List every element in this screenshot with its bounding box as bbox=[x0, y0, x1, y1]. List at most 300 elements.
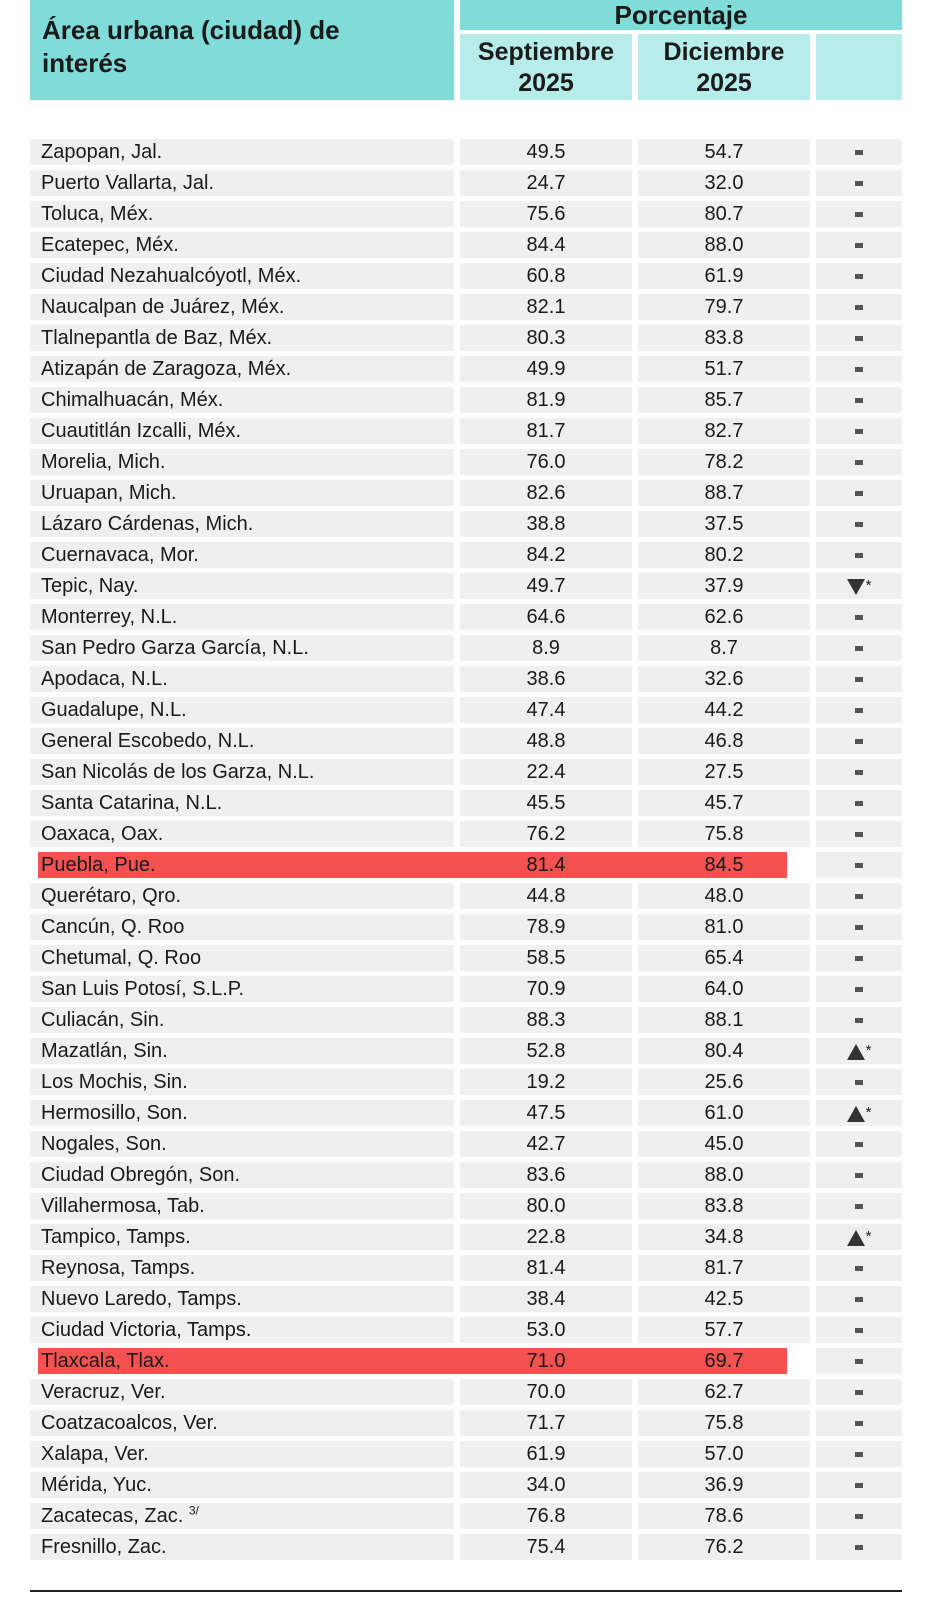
city-name: Chimalhuacán, Méx. bbox=[41, 389, 224, 411]
december-value: 79.7 bbox=[638, 294, 810, 320]
table-row bbox=[30, 974, 902, 1005]
percentage-header: Porcentaje bbox=[460, 0, 902, 30]
city-name-cell bbox=[30, 542, 454, 568]
no-change-dash-icon bbox=[855, 1545, 863, 1550]
city-name-cell bbox=[30, 1100, 454, 1126]
september-value: 71.0 bbox=[526, 1350, 566, 1372]
city-name-cell bbox=[30, 1069, 454, 1095]
table-row bbox=[30, 230, 902, 261]
city-name: Puerto Vallarta, Jal. bbox=[41, 172, 215, 194]
december-value: 48.0 bbox=[638, 883, 810, 909]
significance-cell bbox=[816, 480, 902, 506]
table-row bbox=[30, 478, 902, 509]
no-change-dash-icon bbox=[855, 1359, 863, 1364]
table-row bbox=[30, 199, 902, 230]
city-name-cell bbox=[30, 170, 454, 196]
significance-cell bbox=[816, 976, 902, 1002]
significance-cell bbox=[816, 1007, 902, 1033]
no-change-dash-icon bbox=[855, 1483, 863, 1488]
city-name-cell bbox=[30, 1224, 454, 1250]
city-name: Lázaro Cárdenas, Mich. bbox=[41, 513, 254, 535]
september-value: 38.4 bbox=[460, 1286, 632, 1312]
significance-cell bbox=[816, 542, 902, 568]
table-row bbox=[30, 168, 902, 199]
city-name-cell bbox=[30, 1007, 454, 1033]
area-header-line1: Área urbana (ciudad) de bbox=[42, 15, 340, 45]
september-value: 61.9 bbox=[460, 1441, 632, 1467]
no-change-dash-icon bbox=[855, 522, 863, 527]
no-change-dash-icon bbox=[855, 553, 863, 558]
no-change-dash-icon bbox=[855, 367, 863, 372]
city-name-cell bbox=[30, 1348, 454, 1374]
no-change-dash-icon bbox=[855, 708, 863, 713]
city-name: Tepic, Nay. bbox=[41, 575, 139, 597]
city-name-cell bbox=[30, 232, 454, 258]
no-change-dash-icon bbox=[855, 1080, 863, 1085]
table-row bbox=[30, 447, 902, 478]
significance-cell bbox=[816, 1038, 902, 1064]
december-column-header bbox=[638, 34, 810, 100]
city-name-cell bbox=[30, 1410, 454, 1436]
december-value: 88.0 bbox=[638, 232, 810, 258]
city-name-cell bbox=[30, 449, 454, 475]
table-row bbox=[30, 850, 902, 881]
city-name: Tampico, Tamps. bbox=[41, 1226, 191, 1248]
no-change-dash-icon bbox=[855, 1173, 863, 1178]
no-change-dash-icon bbox=[855, 987, 863, 992]
city-name: Cuautitlán Izcalli, Méx. bbox=[41, 420, 242, 442]
september-value: 81.4 bbox=[526, 854, 566, 876]
september-value: 78.9 bbox=[460, 914, 632, 940]
footnote-marker: 3/ bbox=[188, 1503, 199, 1518]
december-value: 78.2 bbox=[638, 449, 810, 475]
table-row bbox=[30, 354, 902, 385]
city-name: Naucalpan de Juárez, Méx. bbox=[41, 296, 285, 318]
no-change-dash-icon bbox=[855, 274, 863, 279]
december-header-line2: 2025 bbox=[696, 69, 752, 97]
city-name: Morelia, Mich. bbox=[41, 451, 166, 473]
table-row bbox=[30, 695, 902, 726]
significance-cell bbox=[816, 449, 902, 475]
significance-cell bbox=[816, 635, 902, 661]
city-name-cell bbox=[30, 883, 454, 909]
september-value: 34.0 bbox=[460, 1472, 632, 1498]
table-row bbox=[30, 1408, 902, 1439]
city-name-cell bbox=[30, 604, 454, 630]
city-name-cell bbox=[30, 511, 454, 537]
decrease-triangle-icon bbox=[847, 579, 865, 595]
september-value: 47.5 bbox=[460, 1100, 632, 1126]
september-value: 49.5 bbox=[460, 139, 632, 165]
no-change-dash-icon bbox=[855, 181, 863, 186]
no-change-dash-icon bbox=[855, 1018, 863, 1023]
no-change-dash-icon bbox=[855, 894, 863, 899]
city-name: Veracruz, Ver. bbox=[41, 1381, 166, 1403]
no-change-dash-icon bbox=[855, 646, 863, 651]
september-value: 45.5 bbox=[460, 790, 632, 816]
city-name: San Luis Potosí, S.L.P. bbox=[41, 978, 245, 1000]
december-value: 62.6 bbox=[638, 604, 810, 630]
december-value: 80.2 bbox=[638, 542, 810, 568]
december-value: 62.7 bbox=[638, 1379, 810, 1405]
december-value: 57.7 bbox=[638, 1317, 810, 1343]
december-value: 57.0 bbox=[638, 1441, 810, 1467]
no-change-dash-icon bbox=[855, 336, 863, 341]
table-row bbox=[30, 1377, 902, 1408]
city-name: Reynosa, Tamps. bbox=[41, 1257, 196, 1279]
no-change-dash-icon bbox=[855, 1266, 863, 1271]
december-value: 34.8 bbox=[638, 1224, 810, 1250]
september-value: 48.8 bbox=[460, 728, 632, 754]
city-name-cell bbox=[30, 1193, 454, 1219]
city-name-cell bbox=[30, 821, 454, 847]
no-change-dash-icon bbox=[855, 925, 863, 930]
city-name: Mérida, Yuc. bbox=[41, 1474, 152, 1496]
city-name-cell bbox=[30, 728, 454, 754]
significance-cell bbox=[816, 1286, 902, 1312]
september-value: 81.9 bbox=[460, 387, 632, 413]
december-value: 83.8 bbox=[638, 1193, 810, 1219]
december-value: 46.8 bbox=[638, 728, 810, 754]
table-header bbox=[30, 0, 902, 100]
significance-column-header bbox=[816, 34, 902, 100]
city-name-cell bbox=[30, 1441, 454, 1467]
december-value: 69.7 bbox=[704, 1350, 744, 1372]
no-change-dash-icon bbox=[855, 1514, 863, 1519]
table-row bbox=[30, 757, 902, 788]
no-change-dash-icon bbox=[855, 398, 863, 403]
city-name-cell bbox=[30, 1131, 454, 1157]
table-row bbox=[30, 292, 902, 323]
september-value: 24.7 bbox=[460, 170, 632, 196]
table-row bbox=[30, 1098, 902, 1129]
significance-cell bbox=[816, 852, 902, 878]
september-value: 19.2 bbox=[460, 1069, 632, 1095]
increase-triangle-icon bbox=[847, 1106, 865, 1122]
september-value: 75.4 bbox=[460, 1534, 632, 1560]
city-name-cell bbox=[30, 1286, 454, 1312]
city-name-cell bbox=[30, 790, 454, 816]
table-row bbox=[30, 664, 902, 695]
table-body bbox=[30, 137, 902, 1563]
december-value: 88.0 bbox=[638, 1162, 810, 1188]
september-value: 44.8 bbox=[460, 883, 632, 909]
city-name-cell bbox=[30, 418, 454, 444]
city-name-cell bbox=[30, 1317, 454, 1343]
no-change-dash-icon bbox=[855, 1142, 863, 1147]
no-change-dash-icon bbox=[855, 1421, 863, 1426]
december-value: 75.8 bbox=[638, 821, 810, 847]
table-row bbox=[30, 571, 902, 602]
december-value: 37.9 bbox=[638, 573, 810, 599]
december-value: 61.0 bbox=[638, 1100, 810, 1126]
table-row bbox=[30, 1315, 902, 1346]
increase-triangle-icon bbox=[847, 1044, 865, 1060]
september-value: 22.8 bbox=[460, 1224, 632, 1250]
significance-asterisk-icon: * bbox=[865, 1104, 872, 1121]
significance-cell bbox=[816, 1193, 902, 1219]
december-value: 84.5 bbox=[704, 854, 744, 876]
no-change-dash-icon bbox=[855, 1204, 863, 1209]
city-name-cell bbox=[30, 573, 454, 599]
city-name-cell bbox=[30, 294, 454, 320]
no-change-dash-icon bbox=[855, 243, 863, 248]
no-change-dash-icon bbox=[855, 615, 863, 620]
no-change-dash-icon bbox=[855, 770, 863, 775]
no-change-dash-icon bbox=[855, 677, 863, 682]
table-row bbox=[30, 943, 902, 974]
city-name: Chetumal, Q. Roo bbox=[41, 947, 202, 969]
september-header-line2: 2025 bbox=[518, 69, 574, 97]
city-name-cell bbox=[30, 1503, 454, 1529]
december-value: 27.5 bbox=[638, 759, 810, 785]
table-row bbox=[30, 1222, 902, 1253]
city-name: Ciudad Victoria, Tamps. bbox=[41, 1319, 252, 1341]
significance-cell bbox=[816, 201, 902, 227]
city-name: Xalapa, Ver. bbox=[41, 1443, 149, 1465]
table-row bbox=[30, 1532, 902, 1563]
significance-cell bbox=[816, 666, 902, 692]
city-name-cell bbox=[30, 914, 454, 940]
city-name-cell bbox=[30, 325, 454, 351]
no-change-dash-icon bbox=[855, 305, 863, 310]
significance-cell bbox=[816, 387, 902, 413]
significance-asterisk-icon: * bbox=[865, 1228, 872, 1245]
december-value: 88.1 bbox=[638, 1007, 810, 1033]
city-name: Apodaca, N.L. bbox=[41, 668, 168, 690]
table-row bbox=[30, 416, 902, 447]
table-row bbox=[30, 633, 902, 664]
significance-cell bbox=[816, 759, 902, 785]
september-header-line1: Septiembre bbox=[477, 38, 615, 66]
september-value: 84.4 bbox=[460, 232, 632, 258]
significance-cell bbox=[816, 1069, 902, 1095]
significance-cell bbox=[816, 170, 902, 196]
table-row bbox=[30, 1160, 902, 1191]
city-name: Guadalupe, N.L. bbox=[41, 699, 187, 721]
city-name: Puebla, Pue. bbox=[41, 854, 156, 876]
city-name: Ecatepec, Méx. bbox=[41, 234, 179, 256]
city-name-cell bbox=[30, 945, 454, 971]
table-row bbox=[30, 726, 902, 757]
significance-cell bbox=[816, 1410, 902, 1436]
september-value: 76.2 bbox=[460, 821, 632, 847]
city-name: General Escobedo, N.L. bbox=[41, 730, 255, 752]
september-value: 76.8 bbox=[460, 1503, 632, 1529]
table-row bbox=[30, 1253, 902, 1284]
significance-cell bbox=[816, 1534, 902, 1560]
september-value: 49.9 bbox=[460, 356, 632, 382]
city-name: Monterrey, N.L. bbox=[41, 606, 178, 628]
december-header-line1: Diciembre bbox=[663, 38, 785, 66]
table-row bbox=[30, 1284, 902, 1315]
city-name-cell bbox=[30, 759, 454, 785]
city-name: Zapopan, Jal. bbox=[41, 141, 163, 163]
table-row bbox=[30, 261, 902, 292]
city-name: Nuevo Laredo, Tamps. bbox=[41, 1288, 242, 1310]
september-value: 60.8 bbox=[460, 263, 632, 289]
no-change-dash-icon bbox=[855, 460, 863, 465]
city-name-cell bbox=[30, 666, 454, 692]
no-change-dash-icon bbox=[855, 491, 863, 496]
september-value: 52.8 bbox=[460, 1038, 632, 1064]
significance-cell bbox=[816, 573, 902, 599]
city-name: Villahermosa, Tab. bbox=[41, 1195, 205, 1217]
table-row bbox=[30, 1346, 902, 1377]
city-name: Los Mochis, Sin. bbox=[41, 1071, 188, 1093]
table-row bbox=[30, 1501, 902, 1532]
significance-cell bbox=[816, 1379, 902, 1405]
no-change-dash-icon bbox=[855, 739, 863, 744]
city-name: Hermosillo, Son. bbox=[41, 1102, 188, 1124]
city-name-cell bbox=[30, 1379, 454, 1405]
september-value: 81.4 bbox=[460, 1255, 632, 1281]
table-row bbox=[30, 881, 902, 912]
city-name-cell bbox=[30, 976, 454, 1002]
city-name-cell bbox=[30, 852, 454, 878]
significance-cell bbox=[816, 1224, 902, 1250]
september-value: 47.4 bbox=[460, 697, 632, 723]
significance-cell bbox=[816, 1255, 902, 1281]
table-row bbox=[30, 1129, 902, 1160]
table-bottom-rule bbox=[30, 1590, 902, 1592]
no-change-dash-icon bbox=[855, 150, 863, 155]
december-value: 80.7 bbox=[638, 201, 810, 227]
significance-cell bbox=[816, 325, 902, 351]
significance-cell bbox=[816, 1441, 902, 1467]
december-value: 88.7 bbox=[638, 480, 810, 506]
september-value: 71.7 bbox=[460, 1410, 632, 1436]
significance-cell bbox=[816, 604, 902, 630]
december-value: 25.6 bbox=[638, 1069, 810, 1095]
december-value: 32.6 bbox=[638, 666, 810, 692]
table-row bbox=[30, 602, 902, 633]
city-name: Coatzacoalcos, Ver. bbox=[41, 1412, 218, 1434]
city-name: Cuernavaca, Mor. bbox=[41, 544, 199, 566]
city-name: San Nicolás de los Garza, N.L. bbox=[41, 761, 315, 783]
significance-cell bbox=[816, 1131, 902, 1157]
december-value: 64.0 bbox=[638, 976, 810, 1002]
december-value: 85.7 bbox=[638, 387, 810, 413]
september-value: 80.0 bbox=[460, 1193, 632, 1219]
city-name-cell bbox=[30, 356, 454, 382]
table-row bbox=[30, 1470, 902, 1501]
significance-asterisk-icon: * bbox=[865, 577, 872, 594]
city-name: Oaxaca, Oax. bbox=[41, 823, 164, 845]
december-value: 81.7 bbox=[638, 1255, 810, 1281]
september-value: 64.6 bbox=[460, 604, 632, 630]
september-value: 58.5 bbox=[460, 945, 632, 971]
september-value: 80.3 bbox=[460, 325, 632, 351]
city-name-cell bbox=[30, 201, 454, 227]
significance-cell bbox=[816, 1162, 902, 1188]
december-value: 36.9 bbox=[638, 1472, 810, 1498]
city-name-cell bbox=[30, 387, 454, 413]
city-name: Atizapán de Zaragoza, Méx. bbox=[41, 358, 292, 380]
significance-cell bbox=[816, 1503, 902, 1529]
table-row bbox=[30, 1067, 902, 1098]
december-value: 32.0 bbox=[638, 170, 810, 196]
no-change-dash-icon bbox=[855, 863, 863, 868]
city-name-cell bbox=[30, 1534, 454, 1560]
city-name-cell bbox=[30, 1255, 454, 1281]
december-value: 54.7 bbox=[638, 139, 810, 165]
area-column-header bbox=[30, 0, 454, 100]
city-name-cell bbox=[30, 480, 454, 506]
city-name-cell bbox=[30, 635, 454, 661]
december-value: 81.0 bbox=[638, 914, 810, 940]
december-value: 61.9 bbox=[638, 263, 810, 289]
december-value: 75.8 bbox=[638, 1410, 810, 1436]
significance-cell bbox=[816, 821, 902, 847]
significance-cell bbox=[816, 945, 902, 971]
significance-cell bbox=[816, 728, 902, 754]
table-row bbox=[30, 912, 902, 943]
increase-triangle-icon bbox=[847, 1230, 865, 1246]
city-name-cell bbox=[30, 1162, 454, 1188]
september-value: 82.1 bbox=[460, 294, 632, 320]
city-name-cell bbox=[30, 697, 454, 723]
city-name: Toluca, Méx. bbox=[41, 203, 154, 225]
september-value: 75.6 bbox=[460, 201, 632, 227]
significance-cell bbox=[816, 790, 902, 816]
september-value: 84.2 bbox=[460, 542, 632, 568]
september-value: 70.0 bbox=[460, 1379, 632, 1405]
september-value: 53.0 bbox=[460, 1317, 632, 1343]
table-row bbox=[30, 1191, 902, 1222]
september-value: 81.7 bbox=[460, 418, 632, 444]
no-change-dash-icon bbox=[855, 956, 863, 961]
table-row bbox=[30, 1439, 902, 1470]
no-change-dash-icon bbox=[855, 1452, 863, 1457]
september-value: 83.6 bbox=[460, 1162, 632, 1188]
city-name: Tlalnepantla de Baz, Méx. bbox=[41, 327, 273, 349]
city-name: Ciudad Obregón, Son. bbox=[41, 1164, 241, 1186]
significance-cell bbox=[816, 511, 902, 537]
city-name: Zacatecas, Zac. bbox=[41, 1505, 184, 1527]
city-name-cell bbox=[30, 1038, 454, 1064]
table-row bbox=[30, 1005, 902, 1036]
december-value: 8.7 bbox=[638, 635, 810, 661]
september-value: 38.8 bbox=[460, 511, 632, 537]
december-value: 44.2 bbox=[638, 697, 810, 723]
significance-cell bbox=[816, 883, 902, 909]
december-value: 37.5 bbox=[638, 511, 810, 537]
city-name: Cancún, Q. Roo bbox=[41, 916, 185, 938]
december-value: 51.7 bbox=[638, 356, 810, 382]
significance-cell bbox=[816, 1100, 902, 1126]
area-header-line2: interés bbox=[42, 48, 128, 78]
no-change-dash-icon bbox=[855, 1390, 863, 1395]
significance-cell bbox=[816, 418, 902, 444]
city-name: Santa Catarina, N.L. bbox=[41, 792, 223, 814]
september-value: 49.7 bbox=[460, 573, 632, 599]
city-name-cell bbox=[30, 263, 454, 289]
city-name: Tlaxcala, Tlax. bbox=[41, 1350, 170, 1372]
september-value: 76.0 bbox=[460, 449, 632, 475]
september-value: 42.7 bbox=[460, 1131, 632, 1157]
september-value: 8.9 bbox=[460, 635, 632, 661]
table-row bbox=[30, 788, 902, 819]
city-name: Querétaro, Qro. bbox=[41, 885, 182, 907]
significance-cell bbox=[816, 914, 902, 940]
significance-asterisk-icon: * bbox=[865, 1042, 872, 1059]
december-value: 80.4 bbox=[638, 1038, 810, 1064]
no-change-dash-icon bbox=[855, 1328, 863, 1333]
september-column-header bbox=[460, 34, 632, 100]
december-value: 82.7 bbox=[638, 418, 810, 444]
city-name: Mazatlán, Sin. bbox=[41, 1040, 168, 1062]
